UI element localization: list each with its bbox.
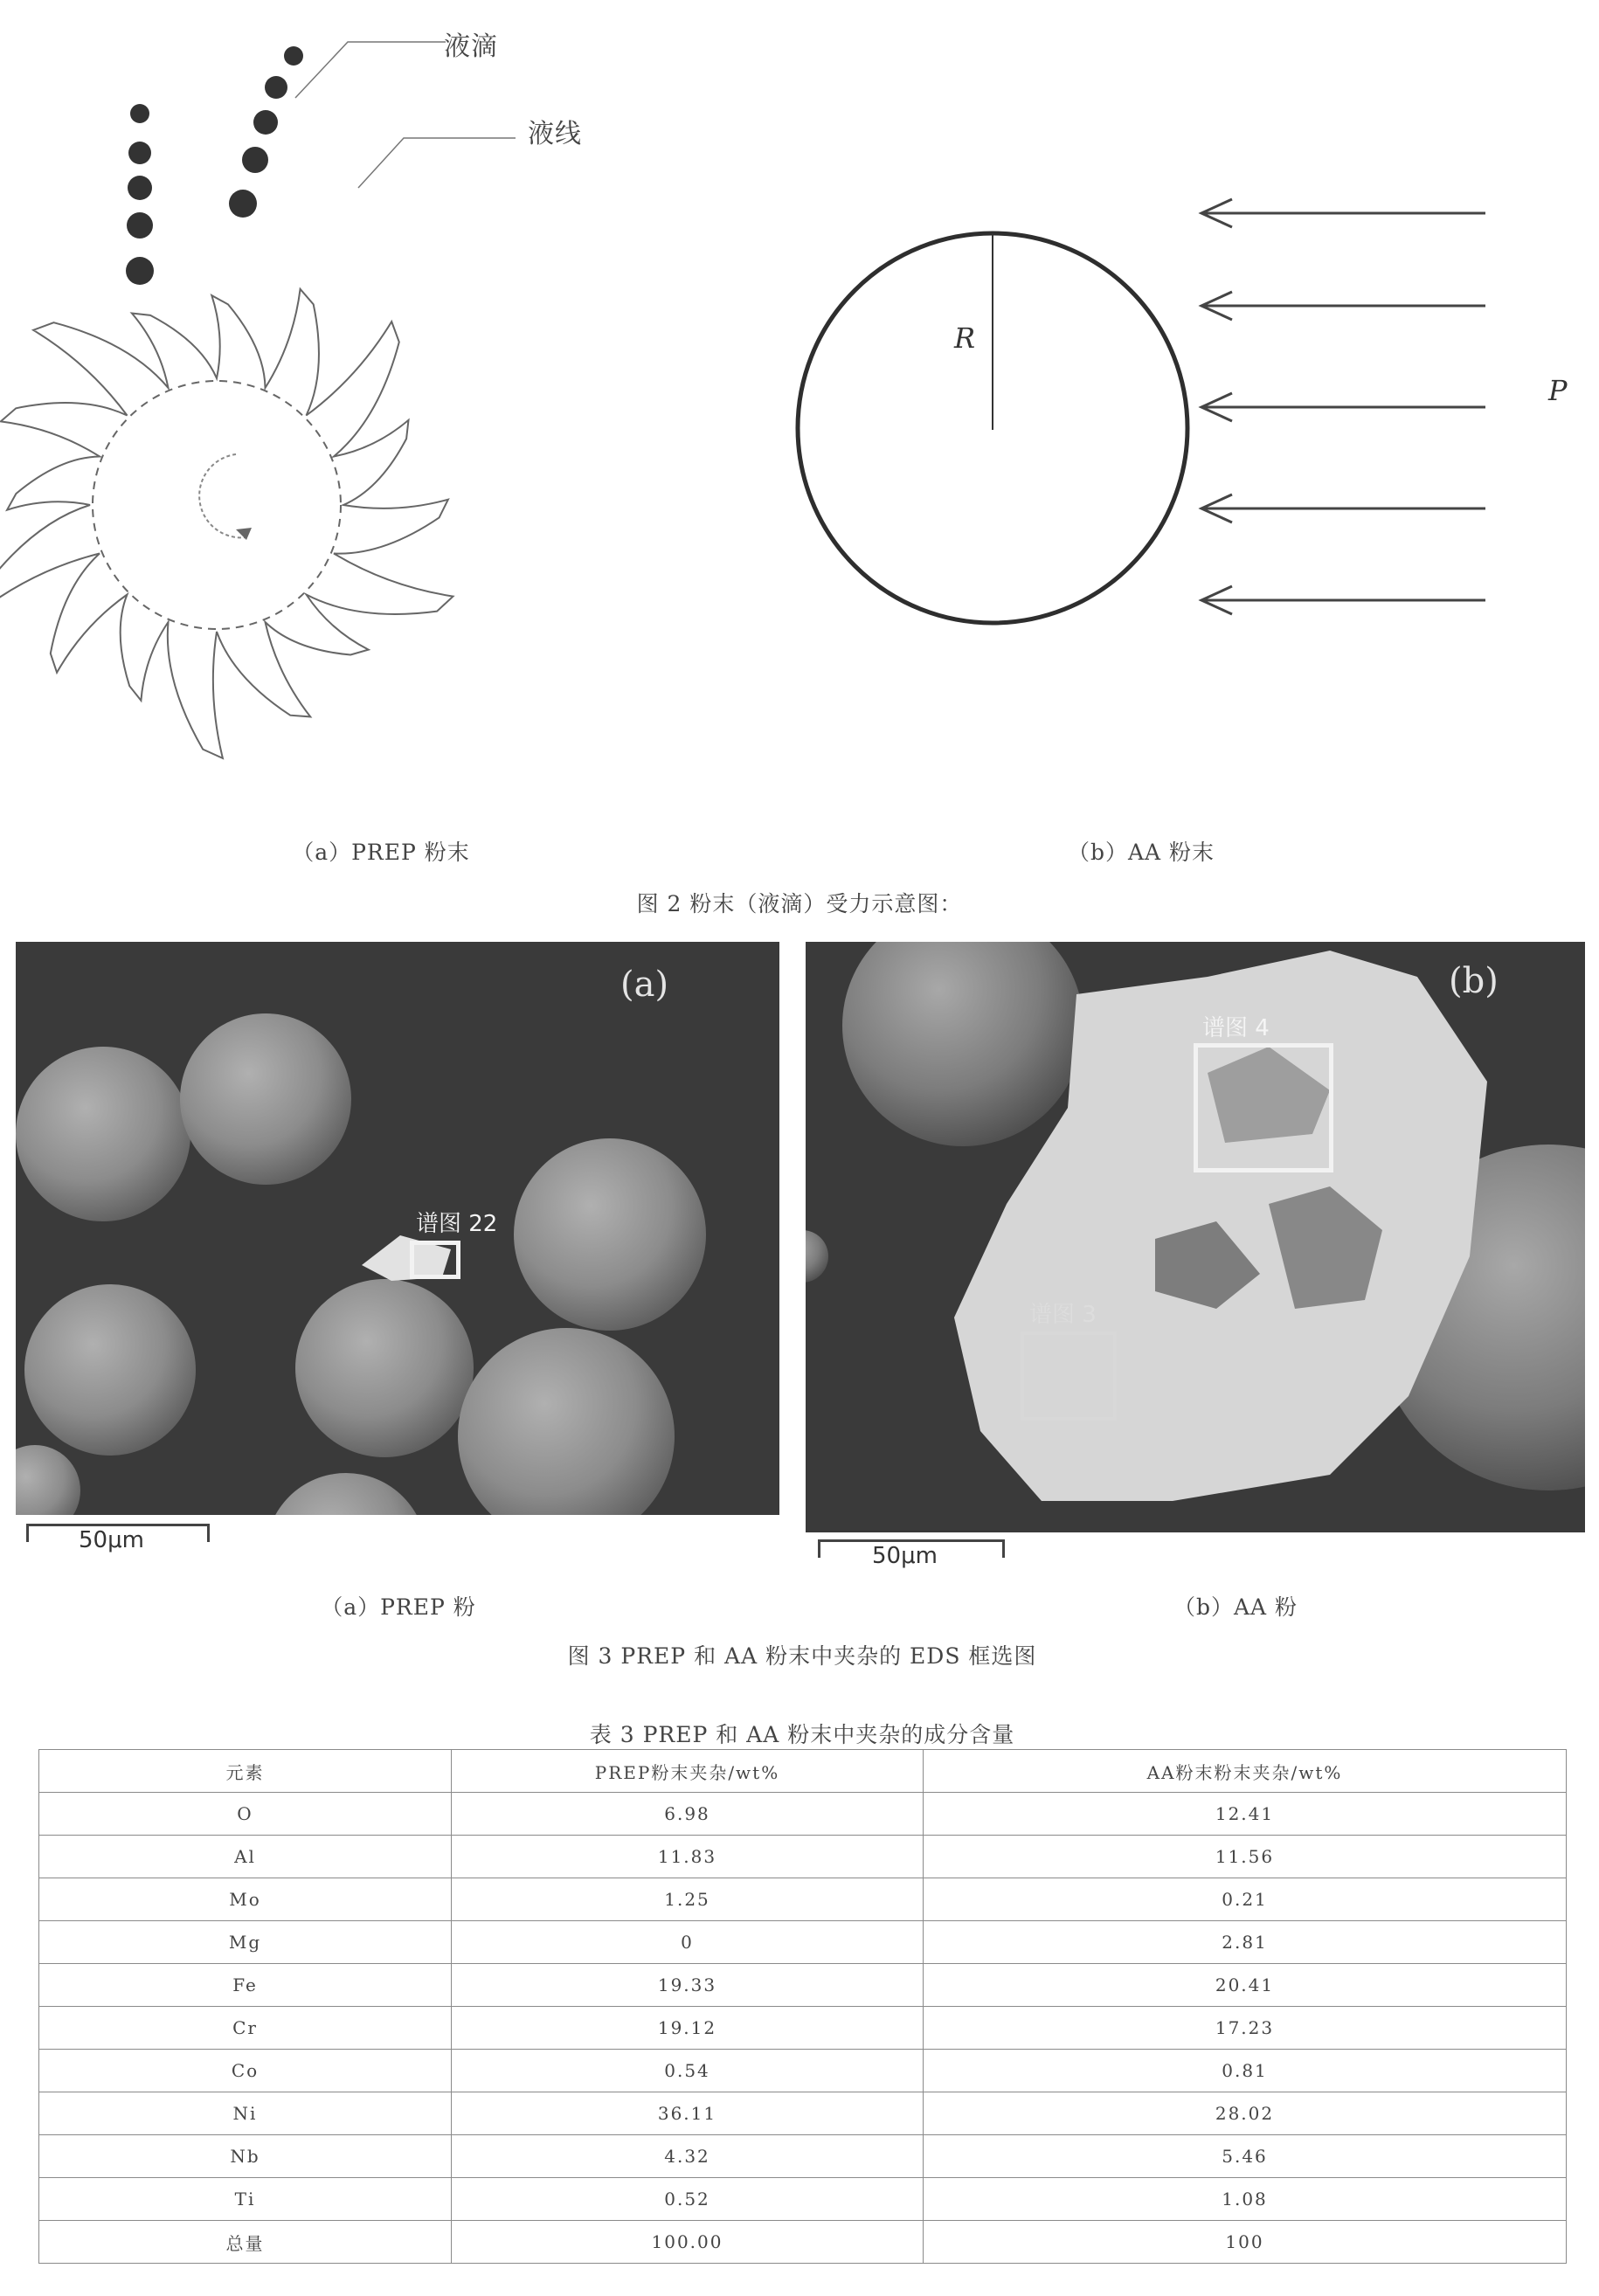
cell-element: Mo: [39, 1878, 452, 1921]
pressure-arrows: [1201, 199, 1485, 614]
label-R: R: [954, 322, 976, 355]
roi-box-3: [1021, 1331, 1117, 1421]
cell-element: Fe: [39, 1964, 452, 2007]
figure3-caption-a: （a）PREP 粉: [321, 1594, 476, 1620]
droplet: [128, 142, 151, 164]
powder-sphere: [24, 1284, 196, 1456]
cell-prep: 6.98: [452, 1793, 924, 1836]
table-row: [39, 2135, 1567, 2178]
powder-sphere: [16, 1445, 80, 1515]
panel-a-letter: (a): [620, 965, 669, 1005]
cell-element: 总量: [39, 2221, 452, 2264]
droplet: [284, 46, 303, 66]
figure2-caption-a: （a）PREP 粉末: [292, 840, 470, 865]
pressure-arrow: [1201, 494, 1485, 522]
droplets: [126, 46, 303, 285]
table-row: [39, 2092, 1567, 2135]
droplet: [128, 176, 152, 200]
cell-aa: 100: [924, 2221, 1567, 2264]
pressure-arrow: [1201, 586, 1485, 614]
droplet: [265, 76, 287, 99]
powder-sphere: [842, 942, 1083, 1146]
table-row: [39, 2178, 1567, 2221]
rotation-arrow: [199, 454, 246, 537]
droplet: [229, 190, 257, 218]
table-row: [39, 1921, 1567, 1964]
figure2-caption-b: （b）AA 粉末: [1067, 840, 1215, 865]
electrode-dashed-circle: [93, 381, 341, 629]
panel-b-letter: (b): [1449, 961, 1499, 1001]
cell-element: O: [39, 1793, 452, 1836]
sem-image-aa: [806, 942, 1585, 1532]
cell-aa: 0.81: [924, 2050, 1567, 2092]
cell-prep: 100.00: [452, 2221, 924, 2264]
cell-prep: 0.54: [452, 2050, 924, 2092]
table-row: [39, 1964, 1567, 2007]
sem-prep-graphic: [16, 942, 779, 1515]
header-prep: PREP粉末夹杂/wt%: [452, 1750, 924, 1793]
powder-sphere: [295, 1279, 474, 1457]
cell-prep: 0: [452, 1921, 924, 1964]
powder-sphere: [266, 1473, 426, 1515]
table-row: [39, 2050, 1567, 2092]
cell-element: Mg: [39, 1921, 452, 1964]
cell-aa: 0.21: [924, 1878, 1567, 1921]
sem-image-prep: [16, 942, 779, 1515]
cell-aa: 28.02: [924, 2092, 1567, 2135]
pressure-arrow: [1201, 292, 1485, 320]
cell-element: Al: [39, 1836, 452, 1878]
table-row: [39, 2221, 1567, 2264]
pressure-arrow: [1201, 199, 1485, 227]
table3-title: 表 3 PREP 和 AA 粉末中夹杂的成分含量: [589, 1722, 1015, 1747]
cell-prep: 4.32: [452, 2135, 924, 2178]
table-row: [39, 2007, 1567, 2050]
roi-label-22: 谱图 22: [416, 1211, 498, 1237]
label-droplet: 液滴: [444, 31, 498, 62]
label-liquid-line: 液线: [528, 119, 582, 149]
header-element: 元素: [39, 1750, 452, 1793]
liquid-ligament-outline: [0, 289, 453, 758]
powder-sphere: [180, 1013, 351, 1185]
pressure-arrow: [1201, 393, 1485, 421]
cell-prep: 19.12: [452, 2007, 924, 2050]
cell-aa: 2.81: [924, 1921, 1567, 1964]
header-aa: AA粉末粉末夹杂/wt%: [924, 1750, 1567, 1793]
cell-prep: 19.33: [452, 1964, 924, 2007]
figure3-caption: 图 3 PREP 和 AA 粉末中夹杂的 EDS 框选图: [567, 1643, 1037, 1669]
figure2a-prep-diagram: [0, 0, 699, 839]
droplet: [127, 212, 153, 239]
cell-element: Ti: [39, 2178, 452, 2221]
droplet: [126, 257, 154, 285]
cell-prep: 36.11: [452, 2092, 924, 2135]
cell-prep: 11.83: [452, 1836, 924, 1878]
powder-sphere: [458, 1328, 675, 1515]
leader-line-liquid: [358, 138, 516, 188]
cell-prep: 1.25: [452, 1878, 924, 1921]
droplet: [253, 110, 278, 135]
scale-text-b: 50μm: [872, 1543, 938, 1569]
roi-box-22: [410, 1241, 460, 1279]
table-row: [39, 1793, 1567, 1836]
cell-element: Cr: [39, 2007, 452, 2050]
cell-aa: 20.41: [924, 1964, 1567, 2007]
droplet: [242, 147, 268, 173]
droplet: [130, 104, 149, 123]
cell-aa: 1.08: [924, 2178, 1567, 2221]
label-P: P: [1548, 374, 1568, 407]
sem-aa-graphic: [806, 942, 1585, 1532]
figure3-caption-b: （b）AA 粉: [1173, 1594, 1298, 1620]
roi-label-3: 谱图 3: [1029, 1302, 1097, 1328]
powder-sphere: [806, 1230, 828, 1283]
cell-prep: 0.52: [452, 2178, 924, 2221]
table-row: [39, 1836, 1567, 1878]
table-header-row: [39, 1750, 1567, 1793]
scale-text-a: 50μm: [79, 1527, 144, 1553]
cell-aa: 12.41: [924, 1793, 1567, 1836]
powder-sphere: [514, 1138, 706, 1331]
composition-table: [38, 1749, 1567, 2264]
figure2-caption: 图 2 粉末（液滴）受力示意图：: [636, 891, 963, 916]
leader-line-droplet: [295, 42, 446, 98]
cell-element: Co: [39, 2050, 452, 2092]
liquid-ligaments: [0, 289, 453, 758]
figure2b-aa-diagram: [769, 175, 1520, 664]
powder-sphere: [16, 1047, 190, 1221]
table-row: [39, 1878, 1567, 1921]
cell-element: Nb: [39, 2135, 452, 2178]
roi-box-4: [1194, 1043, 1333, 1172]
cell-aa: 17.23: [924, 2007, 1567, 2050]
cell-aa: 5.46: [924, 2135, 1567, 2178]
cell-element: Ni: [39, 2092, 452, 2135]
cell-aa: 11.56: [924, 1836, 1567, 1878]
roi-label-4: 谱图 4: [1202, 1015, 1270, 1041]
